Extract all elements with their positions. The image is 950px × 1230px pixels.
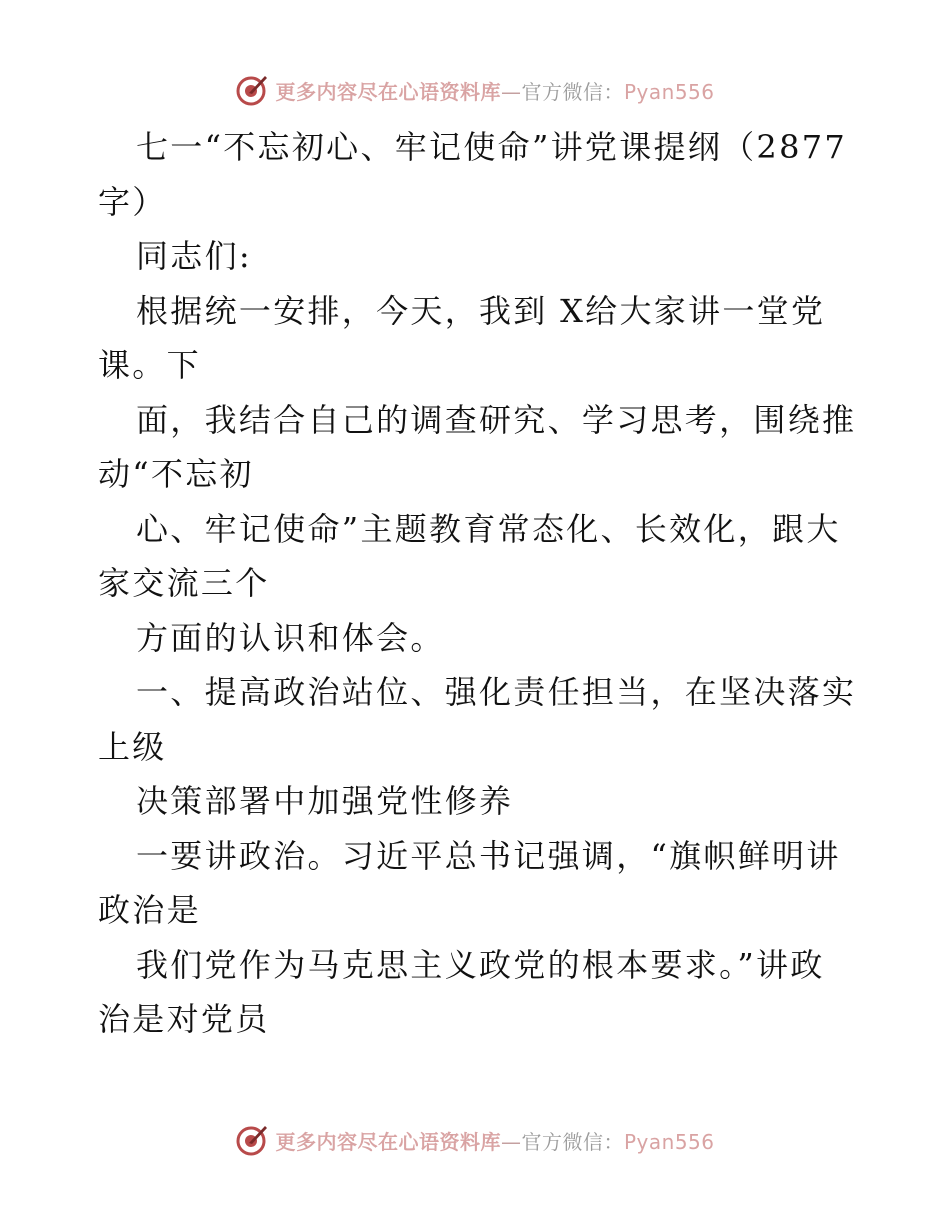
document-body bbox=[98, 120, 857, 1047]
text-line: 我们党作为马克思主义政党的根本要求。”讲政 bbox=[136, 945, 825, 984]
watermark-wechat-label: 官方微信： bbox=[521, 79, 624, 104]
watermark-wechat-label: 官方微信： bbox=[521, 1129, 624, 1154]
watermark-text bbox=[275, 76, 714, 105]
text-line: 同志们: bbox=[136, 237, 252, 275]
watermark-wechat-id: Pyan556 bbox=[623, 79, 715, 104]
watermark-text bbox=[275, 1126, 714, 1155]
quill-logo-icon bbox=[235, 73, 269, 107]
quill-logo-icon bbox=[235, 1123, 269, 1157]
text-line: 课。下 bbox=[98, 346, 201, 384]
text-line: 治是对党员 bbox=[98, 1000, 270, 1038]
watermark-site-text: 更多内容尽在心语资料库 bbox=[275, 79, 501, 104]
text-line: 一要讲政治。习近平总书记强调，“旗帜鲜明讲 bbox=[136, 836, 841, 875]
watermark-dash: — bbox=[500, 79, 522, 104]
watermark-site-text: 更多内容尽在心语资料库 bbox=[275, 1129, 501, 1154]
text-line: 方面的认识和体会。 bbox=[136, 618, 445, 657]
text-line: 政治是 bbox=[98, 891, 201, 929]
text-line: 七一“不忘初心、牢记使命”讲党课提纲（2877 bbox=[136, 128, 848, 166]
watermark-wechat-id: Pyan556 bbox=[623, 1129, 715, 1154]
watermark-dash: — bbox=[500, 1129, 522, 1154]
text-line: 面，我结合自己的调查研究、学习思考，围绕推 bbox=[136, 400, 857, 439]
text-line: 上级 bbox=[98, 727, 167, 766]
text-line: 心、牢记使命”主题教育常态化、长效化，跟大 bbox=[136, 509, 841, 548]
text-line: 决策部署中加强党性修养 bbox=[136, 782, 514, 820]
text-line: 动“不忘初 bbox=[98, 455, 254, 493]
text-line: 家交流三个 bbox=[98, 564, 270, 602]
text-line: 字） bbox=[98, 182, 167, 221]
text-line: 根据统一安排，今天，我到 X给大家讲一堂党 bbox=[136, 291, 826, 330]
header-watermark bbox=[0, 70, 950, 110]
footer-watermark bbox=[0, 1120, 950, 1160]
text-line: 一、提高政治站位、强化责任担当，在坚决落实 bbox=[136, 673, 857, 711]
